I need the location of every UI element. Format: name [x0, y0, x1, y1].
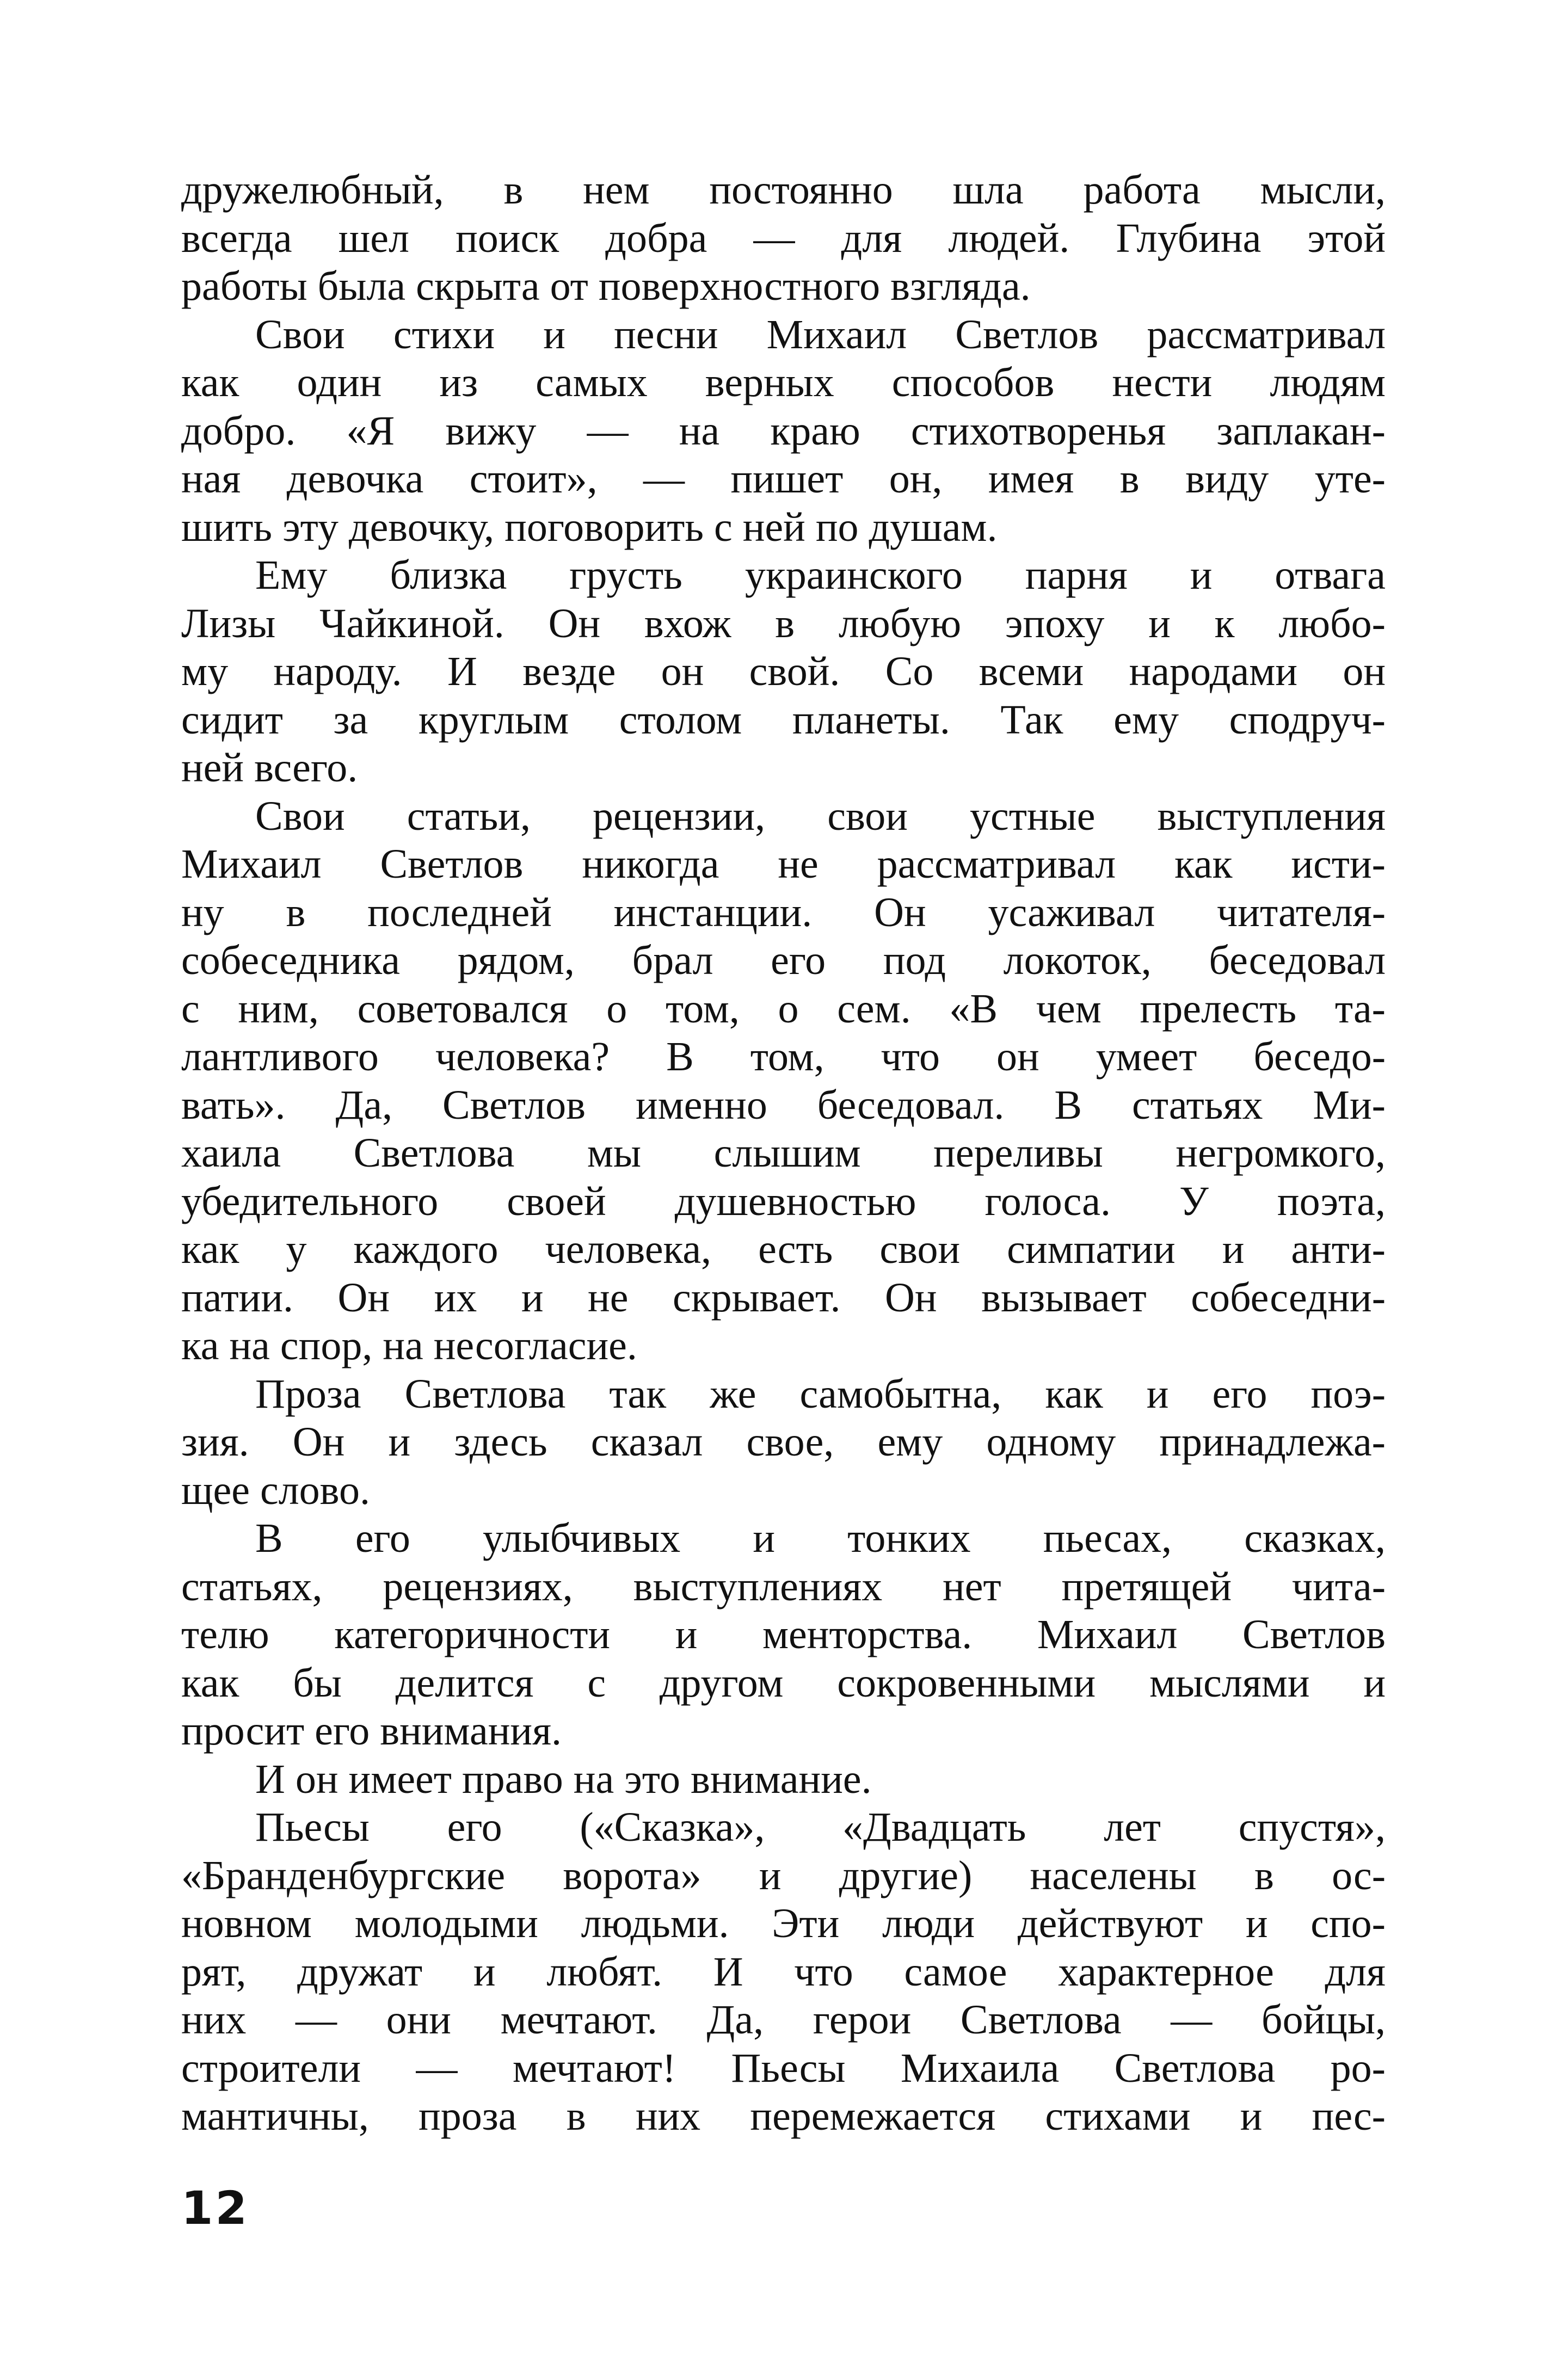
paragraph — [181, 311, 1386, 552]
text-line: лантливого человека? В том, что он умеет беседо- — [181, 1034, 1386, 1080]
text-line: ну в последней инстанции. Он усаживал читателя- — [181, 889, 1386, 935]
text-line: вать». Да, Светлов именно беседовал. В статьях Ми- — [181, 1082, 1386, 1128]
text-line: мантичны, проза в них перемежается стихами и пес- — [181, 2093, 1386, 2139]
paragraph — [181, 1803, 1386, 2141]
paragraph — [181, 551, 1386, 792]
text-line: Свои статьи, рецензии, свои устные выступления — [255, 793, 1386, 839]
text-line: «Бранденбургские ворота» и другие) населены в ос- — [181, 1852, 1386, 1898]
text-line: с ним, советовался о том, о сем. «В чем прелесть та- — [181, 985, 1386, 1032]
text-line: хаила Светлова мы слышим переливы негромкого, — [181, 1130, 1386, 1176]
text-line: ка на спор, на несогласие. — [181, 1323, 637, 1368]
text-line: зия. Он и здесь сказал свое, ему одному принадлежа- — [181, 1419, 1386, 1465]
text-line: статьях, рецензиях, выступлениях нет претящей чита- — [181, 1563, 1386, 1610]
paragraph — [181, 1755, 1386, 1804]
text-line: как у каждого человека, есть свои симпатии и анти- — [181, 1226, 1386, 1272]
text-line: щее слово. — [181, 1467, 371, 1513]
text-line: строители — мечтают! Пьесы Михаила Светлова ро- — [181, 2045, 1386, 2091]
page-number: 12 — [181, 2181, 249, 2235]
text-line: Свои стихи и песни Михаил Светлов рассматривал — [255, 311, 1386, 357]
text-line: шить эту девочку, поговорить с ней по душам. — [181, 504, 998, 550]
text-line: Ему близка грусть украинского парня и отвага — [255, 552, 1386, 598]
paragraph — [181, 166, 1386, 311]
text-line: ней всего. — [181, 745, 358, 791]
text-line: Лизы Чайкиной. Он вхож в любую эпоху и к любо- — [181, 600, 1386, 646]
text-line: В его улыбчивых и тонких пьесах, сказках, — [255, 1515, 1386, 1561]
text-line: добро. «Я вижу — на краю стихотворенья заплакан- — [181, 408, 1386, 454]
body-text — [181, 166, 1386, 2141]
text-line: Михаил Светлов никогда не рассматривал как исти- — [181, 841, 1386, 887]
paragraph — [181, 1370, 1386, 1515]
paragraph — [181, 792, 1386, 1370]
text-line: всегда шел поиск добра — для людей. Глубина этой — [181, 215, 1386, 261]
text-line: рят, дружат и любят. И что самое характерное для — [181, 1949, 1386, 1995]
paragraph — [181, 1514, 1386, 1755]
text-line: как бы делится с другом сокровенными мыслями и — [181, 1660, 1386, 1706]
text-line: работы была скрыта от поверхностного взгляда. — [181, 263, 1031, 309]
text-line: собеседника рядом, брал его под локоток, беседовал — [181, 938, 1386, 983]
text-line: сидит за круглым столом планеты. Так ему сподруч- — [181, 696, 1386, 743]
text-line: них — они мечтают. Да, герои Светлова — бойцы, — [181, 1997, 1386, 2043]
text-line: му народу. И везде он свой. Со всеми народами он — [181, 649, 1386, 694]
text-line: просит его внимания. — [181, 1708, 562, 1754]
text-line: Пьесы его («Сказка», «Двадцать лет спустя», — [255, 1804, 1386, 1850]
text-line: патии. Он их и не скрывает. Он вызывает собеседни- — [181, 1274, 1386, 1321]
text-line: И он имеет право на это внимание. — [255, 1756, 872, 1802]
text-line: новном молодыми людьми. Эти люди действуют и спо- — [181, 1901, 1386, 1946]
text-line: телю категоричности и менторства. Михаил Светлов — [181, 1612, 1386, 1657]
text-line: Проза Светлова так же самобытна, как и его поэ- — [255, 1371, 1386, 1417]
text-line: убедительного своей душевностью голоса. У поэта, — [181, 1178, 1386, 1224]
text-line: дружелюбный, в нем постоянно шла работа мысли, — [181, 167, 1386, 213]
text-line: ная девочка стоит», — пишет он, имея в виду уте- — [181, 456, 1386, 502]
text-line: как один из самых верных способов нести людям — [181, 360, 1386, 405]
